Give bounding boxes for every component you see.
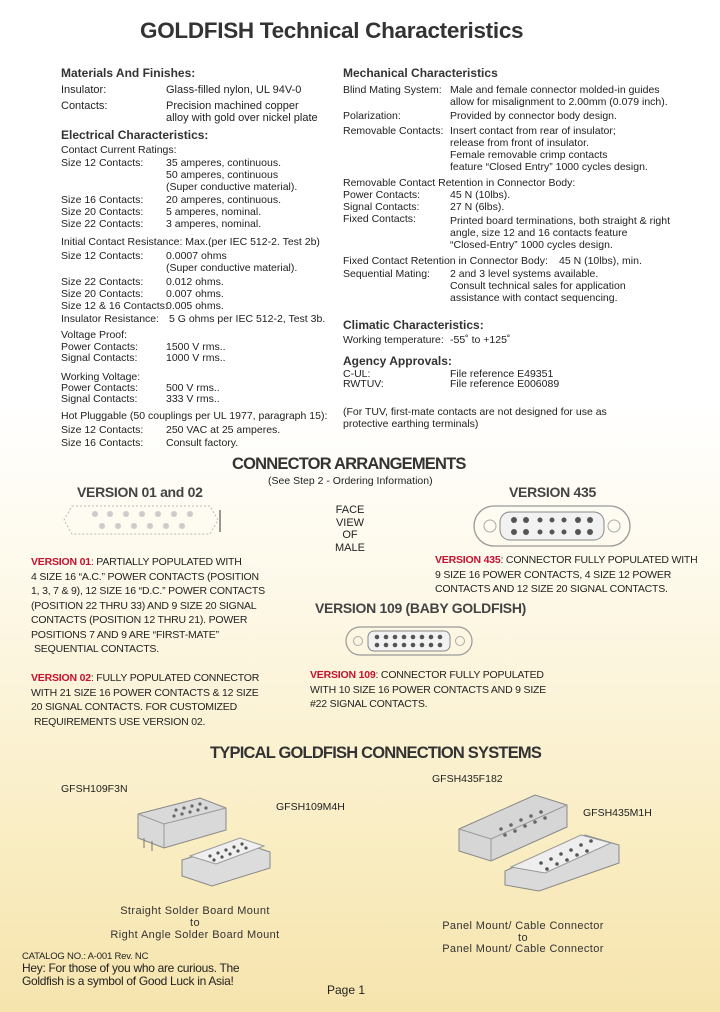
- sequential-line3: assistance with contact sequencing.: [450, 292, 618, 304]
- resistance-size12-label: Size 12 Contacts:: [61, 250, 144, 262]
- version-109-description: [310, 668, 546, 712]
- left-system-caption: [100, 905, 290, 941]
- contacts-value-1: Precision machined copper: [166, 100, 299, 112]
- v02-red-label: VERSION 02: [31, 672, 91, 684]
- vp-power-label: Power Contacts:: [61, 341, 139, 353]
- goldfish-note-line2: Goldfish is a symbol of Good Luck in Asia!: [22, 974, 234, 988]
- part-gfsh435f182: GFSH435F182: [432, 773, 503, 785]
- v109-red-label: VERSION 109: [310, 669, 376, 681]
- current-size12-line2: 50 amperes, continuous: [166, 169, 279, 181]
- fixed-line2: angle, size 12 and 16 contacts feature: [450, 227, 628, 239]
- vp-signal-value: 1000 V rms..: [166, 352, 226, 364]
- electrical-heading: Electrical Characteristics:: [61, 128, 209, 142]
- male-line: MALE: [335, 541, 365, 554]
- removable-line2: release from front of insulator.: [450, 137, 589, 149]
- blind-mating-line1: Male and female connector molded-in guides: [450, 84, 660, 96]
- v435-red-label: VERSION 435: [435, 554, 501, 566]
- agency-note-line1: (For TUV, first-mate contacts are not designed for use as: [343, 406, 607, 418]
- current-size20-label: Size 20 Contacts:: [61, 206, 144, 218]
- left-caption-line2: to: [190, 917, 200, 929]
- left-caption-line3: Right Angle Solder Board Mount: [110, 929, 280, 941]
- hot-size16-label: Size 16 Contacts:: [61, 437, 144, 449]
- insulator-resistance-label: Insulator Resistance:: [61, 313, 160, 325]
- right-caption-line2: to: [518, 931, 528, 944]
- current-ratings-label: Contact Current Ratings:: [61, 144, 177, 156]
- polarization-value: Provided by connector body design.: [450, 110, 617, 122]
- materials-heading: Materials And Finishes:: [61, 66, 196, 80]
- insulator-label: Insulator:: [61, 84, 107, 96]
- v109-left-hole: [354, 637, 363, 646]
- right-system-caption: [430, 921, 616, 956]
- resistance-size20-label: Size 20 Contacts:: [61, 288, 144, 300]
- resistance-size22-label: Size 22 Contacts:: [61, 276, 144, 288]
- resistance-size1216-label: Size 12 & 16 Contacts:: [61, 300, 168, 312]
- resistance-size1216-value: 0.005 ohms.: [166, 300, 224, 312]
- mechanical-heading: Mechanical Characteristics: [343, 66, 498, 80]
- page-title: GOLDFISH Technical Characteristics: [140, 18, 524, 43]
- hot-size12-value: 250 VAC at 25 amperes.: [166, 424, 281, 436]
- version-435-face-view: [472, 502, 632, 550]
- contacts-value-2: alloy with gold over nickel plate: [166, 112, 318, 124]
- page-number: Page 1: [327, 983, 366, 997]
- current-size16-label: Size 16 Contacts:: [61, 194, 144, 206]
- current-size12-label: Size 12 Contacts:: [61, 157, 144, 169]
- v02-line4: REQUIREMENTS USE VERSION 02.: [34, 715, 206, 728]
- v01-line4: (POSITION 22 THRU 33) AND 9 SIZE 20 SIGNAL: [31, 599, 257, 612]
- resistance-size22-value: 0.012 ohms.: [166, 276, 224, 288]
- current-size12-line3: (Super conductive material).: [166, 181, 298, 193]
- ret-power-label: Power Contacts:: [343, 189, 421, 201]
- version-109-face-view: [344, 624, 474, 658]
- ret-power-value: 45 N (10lbs).: [450, 189, 511, 201]
- polarization-label: Polarization:: [343, 110, 401, 122]
- resistance-size12-line1: 0.0007 ohms: [166, 250, 227, 262]
- v0102-contacts: [92, 511, 193, 529]
- v435-line3: CONTACTS AND 12 SIZE 20 SIGNAL CONTACTS.: [435, 583, 668, 595]
- blind-mating-line2: allow for misalignment to 2.00mm (0.079 inch).: [450, 96, 668, 108]
- resistance-label: Initial Contact Resistance: Max.(per IEC 512-2. Test 2b): [61, 236, 320, 248]
- gfsh109-connectors-image: [130, 790, 280, 890]
- version-435-description: [435, 553, 698, 597]
- v02-line1: : FULLY POPULATED CONNECTOR: [90, 672, 260, 684]
- v01-red-label: VERSION 01: [31, 556, 91, 568]
- v109-line1: : CONNECTOR FULLY POPULATED: [375, 669, 544, 681]
- v435-line1: : CONNECTOR FULLY POPULATED WITH: [500, 554, 698, 566]
- v01-line7: SEQUENTIAL CONTACTS.: [34, 643, 159, 655]
- gfsh109m4h-body: [182, 838, 270, 886]
- part-gfsh435m1h: GFSH435M1H: [583, 807, 652, 819]
- removable-line3: Female removable crimp contacts: [450, 149, 608, 161]
- removable-line1: Insert contact from rear of insulator;: [450, 125, 616, 137]
- current-size22-value: 3 amperes, nominal.: [166, 218, 262, 230]
- current-size22-label: Size 22 Contacts:: [61, 218, 144, 230]
- vp-power-value: 1500 V rms..: [166, 341, 226, 353]
- catalog-number: CATALOG NO.: A-001 Rev. NC: [22, 951, 149, 962]
- version-02-description: [31, 671, 259, 729]
- sequential-line2: Consult technical sales for application: [450, 280, 626, 292]
- fixed-contacts-label: Fixed Contacts:: [343, 213, 416, 225]
- sequential-line1: 2 and 3 level systems available.: [450, 268, 599, 280]
- blind-mating-label: Blind Mating System:: [343, 84, 442, 96]
- climatic-heading: Climatic Characteristics:: [343, 318, 484, 332]
- agency-note-line2: protective earthing terminals): [343, 418, 479, 430]
- v109-insert: [368, 631, 450, 651]
- voltage-proof-label: Voltage Proof:: [61, 329, 127, 341]
- fixed-retention-label: Fixed Contact Retention in Connector Body:: [343, 255, 548, 267]
- v435-line2: 9 SIZE 16 POWER CONTACTS, 4 SIZE 12 POWER: [435, 568, 672, 581]
- agency-rwtuv-label: RWTUV:: [343, 378, 384, 390]
- part-gfsh109m4h: GFSH109M4H: [276, 801, 345, 813]
- arrangements-sub: (See Step 2 - Ordering Information): [268, 475, 433, 487]
- v01-line6: POSITIONS 7 AND 9 ARE “FIRST-MATE”: [31, 628, 219, 641]
- arrangements-heading: CONNECTOR ARRANGEMENTS: [232, 455, 466, 473]
- fixed-retention-value: 45 N (10lbs), min.: [559, 255, 642, 267]
- v435-left-hole: [484, 520, 496, 532]
- working-temp-label: Working temperature:: [343, 334, 444, 346]
- v435-right-hole: [608, 520, 620, 532]
- hot-size16-value: Consult factory.: [166, 437, 239, 449]
- wv-power-value: 500 V rms..: [166, 382, 220, 394]
- current-size20-value: 5 amperes, nominal.: [166, 206, 262, 218]
- fixed-line1: Printed board terminations, both straight & right: [450, 215, 671, 227]
- part-gfsh109f3n: GFSH109F3N: [61, 783, 128, 795]
- insulator-value: Glass-filled nylon, UL 94V-0: [166, 84, 302, 96]
- goldfish-note-line1: Hey: For those of you who are curious. The: [22, 961, 240, 975]
- current-size16-value: 20 amperes, continuous.: [166, 194, 281, 206]
- face-view-of-male: [318, 504, 382, 554]
- gfsh435-connectors-image: [455, 785, 625, 895]
- ret-signal-label: Signal Contacts:: [343, 201, 420, 213]
- hot-size12-label: Size 12 Contacts:: [61, 424, 144, 436]
- systems-heading: TYPICAL GOLDFISH CONNECTION SYSTEMS: [210, 744, 542, 762]
- gfsh109f3n-body: [138, 798, 226, 851]
- v109-right-hole: [456, 637, 465, 646]
- right-caption-line1: Panel Mount/ Cable Connector: [442, 920, 604, 932]
- v02-line3: 20 SIGNAL CONTACTS. FOR CUSTOMIZED: [31, 701, 237, 713]
- ret-signal-value: 27 N (6lbs).: [450, 201, 505, 213]
- face-line: FACE: [335, 504, 365, 516]
- fixed-line3: “Closed-Entry” 1000 cycles design.: [450, 239, 613, 251]
- vp-signal-label: Signal Contacts:: [61, 352, 138, 364]
- agency-cul-value: File reference E49351: [450, 368, 554, 380]
- goldfish-note: [22, 962, 239, 988]
- left-caption-line1: Straight Solder Board Mount: [120, 905, 270, 917]
- wv-signal-value: 333 V rms..: [166, 393, 220, 405]
- current-size12-line1: 35 amperes, continuous.: [166, 157, 281, 169]
- v01-line5: CONTACTS (POSITION 12 THRU 21). POWER: [31, 614, 248, 626]
- wv-signal-label: Signal Contacts:: [61, 393, 138, 405]
- right-caption-line3: Panel Mount/ Cable Connector: [442, 943, 604, 955]
- version-435-label: VERSION 435: [509, 484, 596, 500]
- v01-line1: : PARTIALLY POPULATED WITH: [90, 556, 242, 568]
- view-line: VIEW: [335, 516, 365, 529]
- agency-heading: Agency Approvals:: [343, 354, 452, 368]
- version-01-description: [31, 555, 265, 657]
- wv-power-label: Power Contacts:: [61, 382, 139, 394]
- removable-line4: feature “Closed Entry” 1000 cycles design.: [450, 161, 648, 173]
- v109-line2: WITH 10 SIZE 16 POWER CONTACTS AND 9 SIZE: [310, 683, 547, 696]
- version-109-label: VERSION 109 (BABY GOLDFISH): [315, 600, 527, 616]
- v02-line2: WITH 21 SIZE 16 POWER CONTACTS & 12 SIZE: [31, 686, 259, 699]
- version-0102-face-view: [60, 500, 225, 540]
- removable-contacts-label: Removable Contacts:: [343, 125, 444, 137]
- v0102-outline: [64, 506, 218, 534]
- sequential-label: Sequential Mating:: [343, 268, 430, 280]
- v109-line3: #22 SIGNAL CONTACTS.: [310, 698, 428, 710]
- agency-rwtuv-value: File reference E006089: [450, 378, 560, 390]
- working-voltage-label: Working Voltage:: [61, 371, 141, 383]
- of-line: OF: [342, 529, 358, 541]
- retention-label: Removable Contact Retention in Connector Body:: [343, 177, 576, 189]
- version-0102-label: VERSION 01 and 02: [77, 484, 203, 500]
- v435-insert: [500, 512, 604, 540]
- insulator-resistance-value: 5 G ohms per IEC 512-2, Test 3b.: [169, 313, 326, 325]
- v01-line3: 1, 3, 7 & 9), 12 SIZE 16 “D.C.” POWER CONTACTS: [31, 585, 265, 597]
- working-temp-value: -55˚ to +125˚: [450, 334, 511, 346]
- resistance-size20-value: 0.007 ohms.: [166, 288, 224, 300]
- v01-line2: 4 SIZE 16 “A.C.” POWER CONTACTS (POSITION: [31, 570, 259, 583]
- resistance-size12-line2: (Super conductive material).: [166, 262, 298, 274]
- agency-cul-label: C-UL:: [343, 368, 371, 380]
- hot-pluggable-label: Hot Pluggable (50 couplings per UL 1977, paragraph 15):: [61, 410, 328, 422]
- contacts-label: Contacts:: [61, 100, 108, 112]
